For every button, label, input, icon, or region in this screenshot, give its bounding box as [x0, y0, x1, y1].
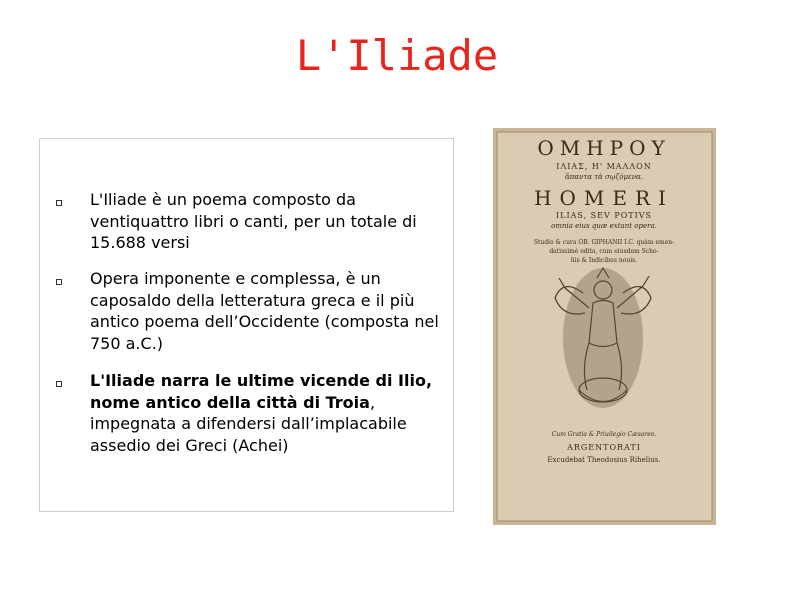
book-latin-subtitle: ILIAS, SEV POTIVS — [555, 211, 653, 220]
book-greek-subtitle: ΙΛΙΑΣ, Η' ΜΑΛΛΟΝ — [556, 162, 652, 171]
bullet-text: Opera imponente e complessa, è un caposaldo della letteratura greca e il più antico poema dell’Occidente (composta nel 750 a.C.) — [90, 269, 439, 353]
slide-title: L'Iliade — [295, 31, 499, 80]
content-box — [39, 138, 454, 512]
square-bullet-icon — [56, 381, 62, 387]
book-editor-line: Studio & cura OB. GIPHANII I.C. quàm emen- — [533, 239, 675, 246]
book-editor-line: datissimè edita, cum eiusdem Scho- — [549, 248, 659, 255]
book-greek-title: ΟΜΗΡΟΥ — [537, 136, 671, 160]
book-printer-line: Excudebat Theodosius Rihelius. — [547, 456, 661, 464]
book-editor-line: liis & Indicibus nouis. — [570, 257, 638, 264]
book-greek-line: ἅπαντα τὰ σῳζόμενα. — [565, 173, 643, 181]
book-privilege-line: Cum Gratia & Priuilegio Cæsareo. — [551, 431, 657, 438]
bullet-text-bold: L'Iliade narra le ultime vicende di Ilio, nome antico della città di Troia — [90, 371, 433, 412]
book-city-line: ARGENTORATI — [567, 443, 641, 452]
book-title-page-image — [493, 128, 716, 525]
book-latin-title: HOMERI — [534, 186, 674, 210]
bullet-text — [90, 370, 445, 456]
bullet-text-rest: , impegnata a difendersi dall’implacabile assedio dei Greci (Achei) — [90, 392, 407, 455]
book-latin-line: omnia eius quæ extant opera. — [551, 222, 657, 230]
bullet-text: L'Iliade è un poema composto da ventiquattro libri o canti, per un totale di 15.688 versi — [90, 190, 417, 252]
square-bullet-icon — [56, 279, 62, 285]
square-bullet-icon — [56, 200, 62, 206]
